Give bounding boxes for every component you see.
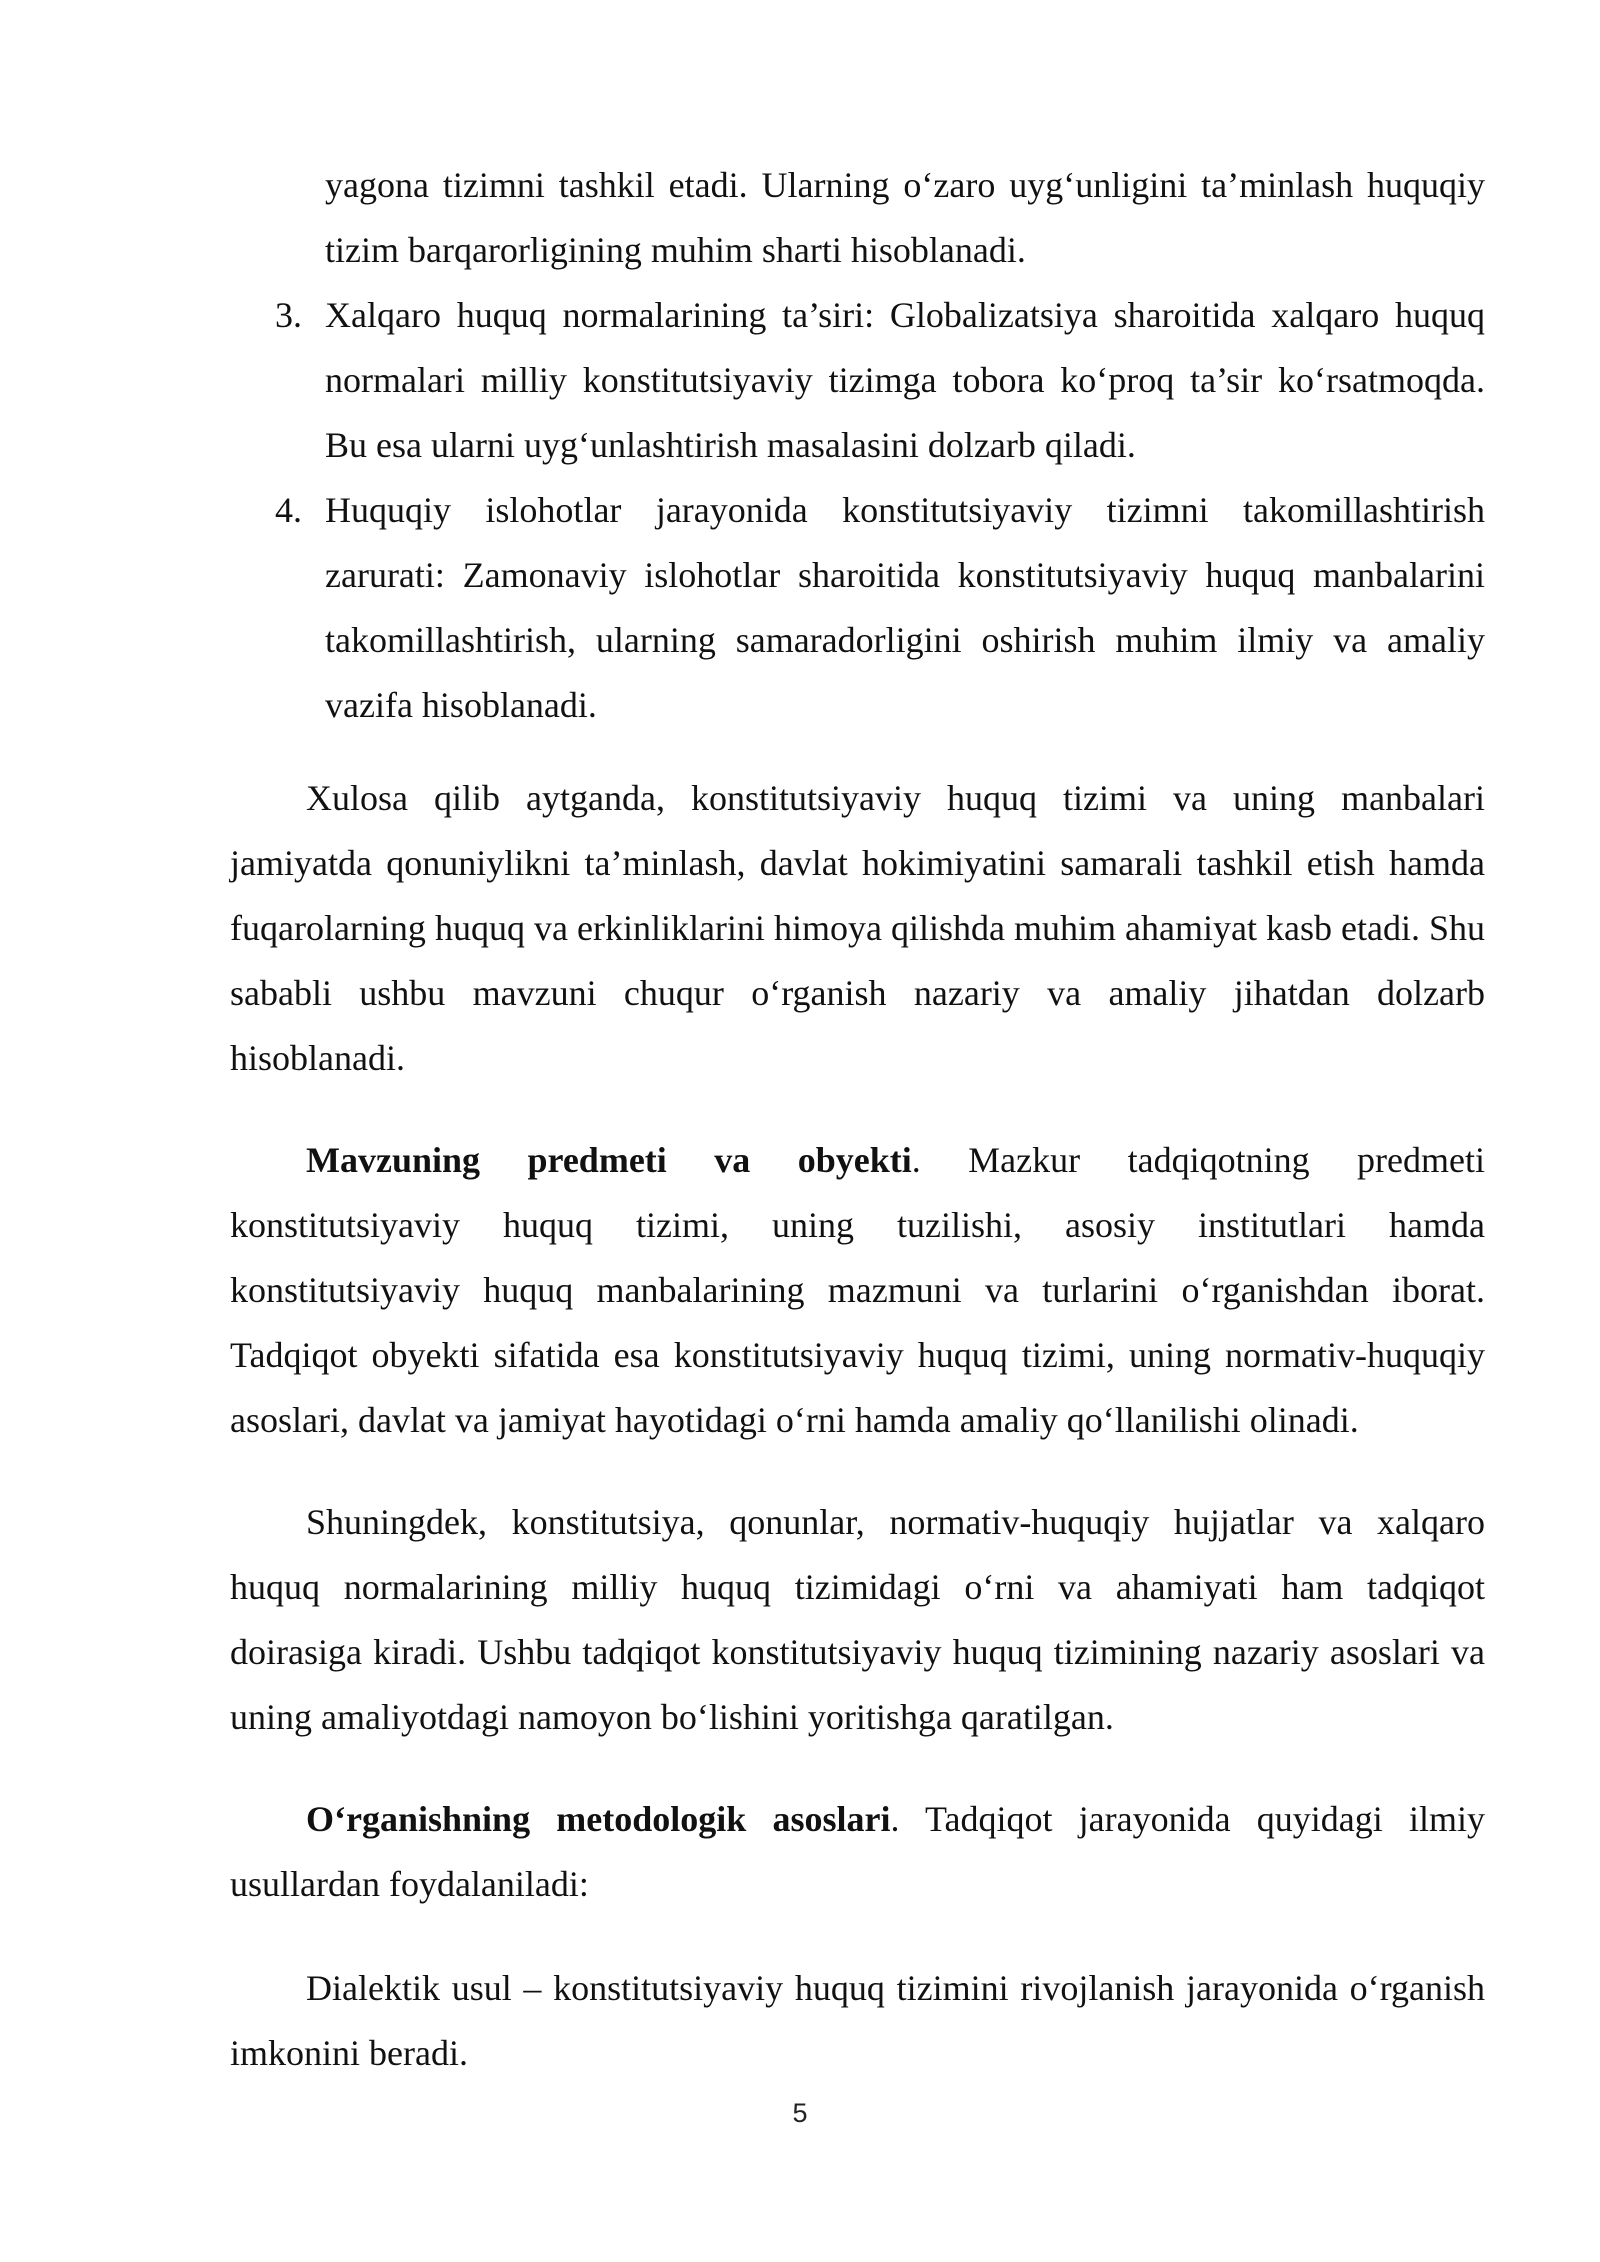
list-item-continuation: yagona tizimni tashkil etadi. Ularning o‘zaro uyg‘unligini ta’minlash huquqiy tizim barqarorligining muhim sharti hisoblanadi.	[325, 165, 1485, 270]
paragraph-dialectic: Dialektik usul – konstitutsiyaviy huquq tizimini rivojlanish jarayonida o‘rganish imkonini beradi.	[230, 1968, 1485, 2073]
methodology-text: . Tadqiqot jarayonida quyidagi ilmiy usullardan foydalaniladi:	[230, 1799, 1485, 1904]
paragraph-scope: Shuningdek, konstitutsiya, qonunlar, normativ-huquqiy hujjatlar va xalqaro huquq normalarining milliy huquq tizimidagi o‘rni va ahamiyati ham tadqiqot doirasiga kiradi. Ushbu tadqiqot konstitutsiyaviy huquq tizimining nazariy asoslari va uning amaliyotdagi namoyon bo‘lishini yoritishga qaratilgan.	[230, 1502, 1485, 1737]
methodology-heading: O‘rganishning metodologik asoslari	[306, 1799, 891, 1839]
paragraph-conclusion: Xulosa qilib aytganda, konstitutsiyaviy huquq tizimi va uning manbalari jamiyatda qonuniylikni ta’minlash, davlat hokimiyatini samarali tashkil etish hamda fuqarolarning huquq va erkinliklarini himoya qilishda muhim ahamiyat kasb etadi. Shu sababli ushbu mavzuni chuqur o‘rganish nazariy va amaliy jihatdan dolzarb hisoblanadi.	[230, 778, 1485, 1078]
paragraph-subject	[230, 1128, 1485, 1453]
paragraph-methodology	[230, 1787, 1485, 1917]
list-item-text: Huquqiy islohotlar jarayonida konstitutsiyaviy tizimni takomillashtirish zarurati: Zamonaviy islohotlar sharoitida konstitutsiyaviy huquq manbalarini takomillashtirish, ularning samaradorligini oshirish muhim ilmiy va amaliy vazifa hisoblanadi.	[325, 490, 1485, 725]
page-number: 5	[792, 2098, 808, 2128]
list-item-3	[230, 283, 1485, 478]
list-number: 4.	[275, 490, 302, 530]
subject-heading: Mavzuning predmeti va obyekti	[306, 1140, 912, 1180]
list-item-4	[230, 478, 1485, 738]
list-item-text: Xalqaro huquq normalarining ta’siri: Globalizatsiya sharoitida xalqaro huquq normalari milliy konstitutsiyaviy tizimga tobora ko‘proq ta’sir ko‘rsatmoqda. Bu esa ularni uyg‘unlashtirish masalasini dolzarb qiladi.	[325, 295, 1485, 465]
subject-text: . Mazkur tadqiqotning predmeti konstitutsiyaviy huquq tizimi, uning tuzilishi, asosiy institutlari hamda konstitutsiyaviy huquq manbalarining mazmuni va turlarini o‘rganishdan iborat. Tadqiqot obyekti sifatida esa konstitutsiyaviy huquq tizimi, uning normativ-huquqiy asoslari, davlat va jamiyat hayotidagi o‘rni hamda amaliy qo‘llanilishi olinadi.	[230, 1140, 1485, 1440]
list-number: 3.	[275, 295, 302, 335]
